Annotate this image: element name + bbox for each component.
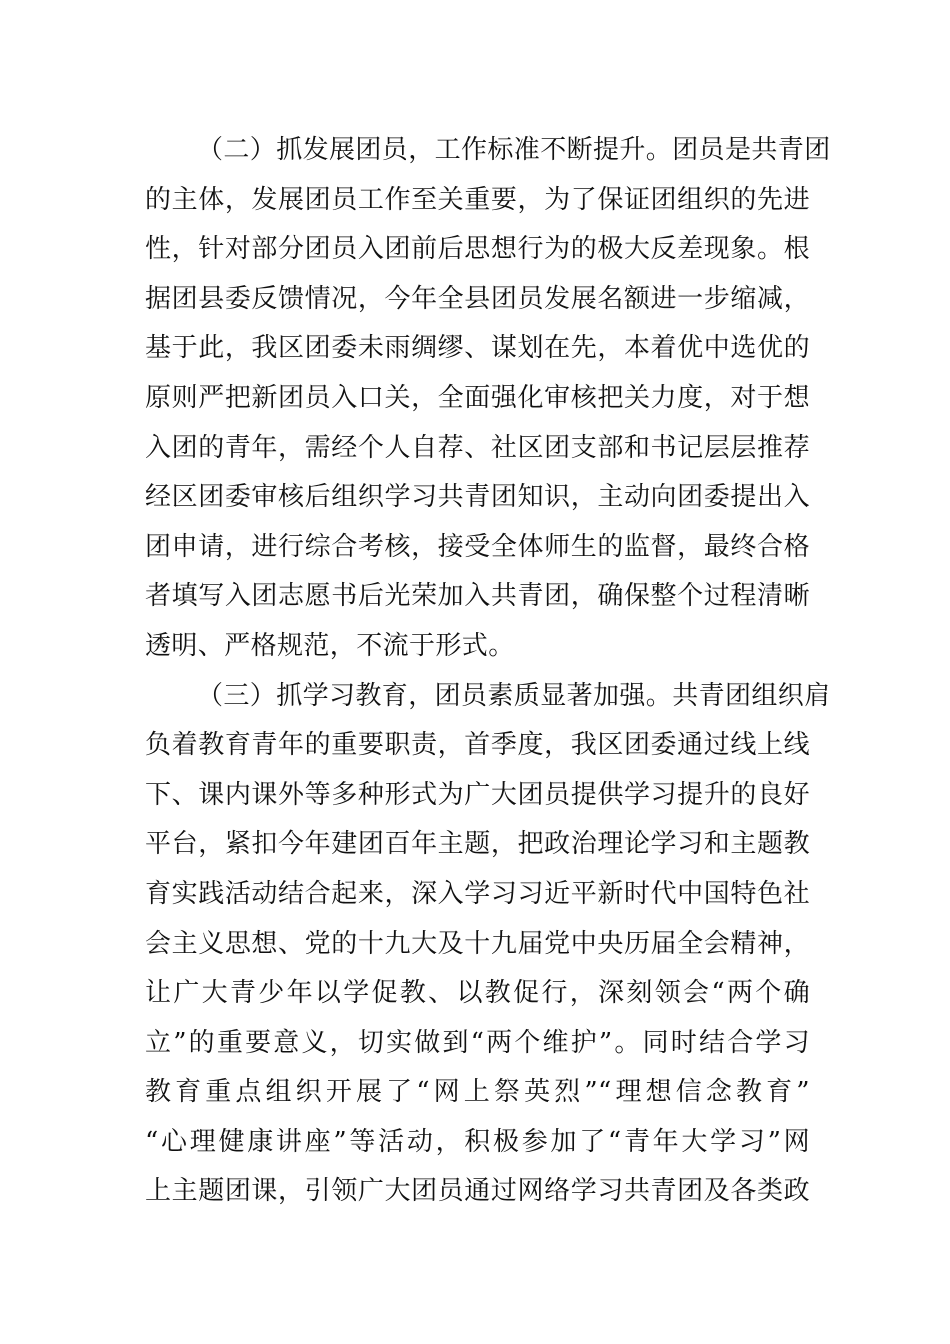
paragraph-line: 团申请，进行综合考核，接受全体师生的监督，最终合格 [145,531,810,562]
paragraph-line: 经区团委审核后组织学习共青团知识，主动向团委提出入 [145,482,810,513]
paragraph-line: 让广大青少年以学促教、以教促行，深刻领会“两个确 [145,978,810,1009]
paragraph-develop-members [145,126,831,672]
paragraph-line: 的主体，发展团员工作至关重要，为了保证团组织的先进 [145,184,810,215]
paragraph-line: 会主义思想、党的十九大及十九届党中央历届全会精神， [145,928,810,959]
paragraph-line: 透明、严格规范，不流于形式。 [145,630,515,661]
body-text [145,126,831,1217]
paragraph-line: 入团的青年，需经个人自荐、社区团支部和书记层层推荐 [145,432,810,463]
paragraph-line: 负着教育青年的重要职责，首季度，我区团委通过线上线 [145,730,810,761]
paragraph-line: 教育重点组织开展了“网上祭英烈”“理想信念教育” [145,1077,810,1108]
paragraph-line: “心理健康讲座”等活动，积极参加了“青年大学习”网 [145,1126,810,1157]
paragraph-line: 平台，紧扣今年建团百年主题，把政治理论学习和主题教 [145,829,810,860]
paragraph-line: 下、课内课外等多种形式为广大团员提供学习提升的良好 [145,779,810,810]
paragraph-line: 立”的重要意义，切实做到“两个维护”。同时结合学习 [145,1027,810,1058]
paragraph-line: 基于此，我区团委未雨绸缪、谋划在先，本着优中选优的 [145,333,810,364]
paragraph-line: 上主题团课，引领广大团员通过网络学习共青团及各类政 [145,1176,810,1207]
paragraph-study-education [145,672,831,1218]
paragraph-line: 原则严把新团员入口关，全面强化审核把关力度，对于想 [145,382,810,413]
paragraph-line: 育实践活动结合起来，深入学习习近平新时代中国特色社 [145,878,810,909]
paragraph-line: （二）抓发展团员，工作标准不断提升。团员是共青团 [197,135,831,165]
paragraph-line: 性，针对部分团员入团前后思想行为的极大反差现象。根 [145,234,810,265]
paragraph-line: （三）抓学习教育，团员素质显著加强。共青团组织肩 [197,680,831,711]
paragraph-line: 据团县委反馈情况，今年全县团员发展名额进一步缩减， [145,283,810,314]
paragraph-line: 者填写入团志愿书后光荣加入共青团，确保整个过程清晰 [145,581,810,612]
